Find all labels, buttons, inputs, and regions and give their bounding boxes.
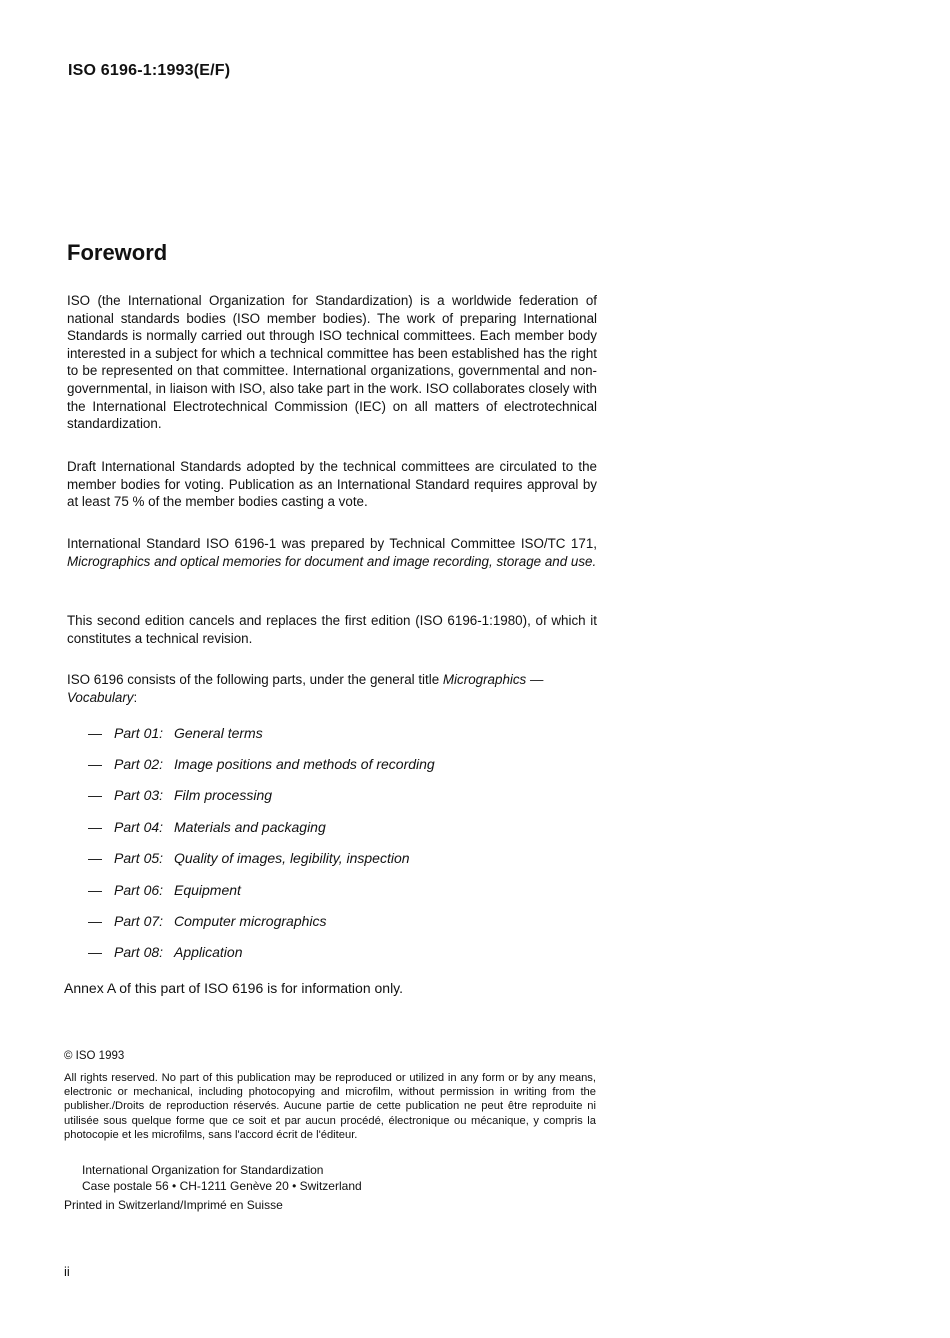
part-number: Part 04: <box>114 818 164 835</box>
publisher-address <box>82 1162 362 1194</box>
list-item <box>88 717 435 748</box>
list-item <box>88 811 435 842</box>
foreword-paragraph-4 <box>67 612 597 647</box>
part-title: Application <box>174 944 243 961</box>
document-id: ISO 6196-1:1993(E/F) <box>68 62 231 79</box>
part-title: Image positions and methods of recording <box>174 756 435 773</box>
list-item <box>88 905 435 936</box>
part-title: Materials and packaging <box>174 818 326 835</box>
postal-address: Case postale 56 • CH-1211 Genève 20 • Switzerland <box>82 1179 362 1193</box>
dash: — <box>88 850 102 867</box>
paragraph-prefix: ISO 6196 consists of the following parts, under the general title <box>67 672 443 687</box>
part-number: Part 02: <box>114 756 164 773</box>
parts-list <box>88 717 435 968</box>
dash: — <box>88 881 102 898</box>
rights-statement: All rights reserved. No part of this publication may be reproduced or utilized in any form or by any means, electronic or mechanical, including photocopying and microfilm, without permission in writing from the publisher./Droits de reproduction réservés. Aucune partie de cette publication ne peut être reproduite ni utilisée sous quelque forme que ce soit et par aucun procédé, électronique ou mécanique, y compris la photocopie et les microfilms, sans l'accord écrit de l'éditeur. <box>64 1072 596 1141</box>
dash: — <box>88 787 102 804</box>
general-title: Micrographics — Vocabulary <box>67 672 544 705</box>
list-item <box>88 780 435 811</box>
list-item <box>88 874 435 905</box>
part-number: Part 07: <box>114 913 164 930</box>
part-number: Part 03: <box>114 787 164 804</box>
paragraph-text: Draft International Standards adopted by the technical committees are circulated to the member bodies for voting. Publication as an International Standard requires approval by at least 75 % of the member bodies casting a vote. <box>67 459 597 510</box>
part-number: Part 01: <box>114 724 164 741</box>
dash: — <box>88 818 102 835</box>
part-title: Computer micrographics <box>174 913 327 930</box>
part-title: Quality of images, legibility, inspection <box>174 850 410 867</box>
part-number: Part 05: <box>114 850 164 867</box>
paragraph-prefix: International Standard ISO 6196-1 was prepared by Technical Committee ISO/TC 171, <box>67 536 597 551</box>
printed-in: Printed in Switzerland/Imprimé en Suisse <box>64 1198 283 1212</box>
part-title: Equipment <box>174 881 241 898</box>
list-item <box>88 748 435 779</box>
part-number: Part 06: <box>114 881 164 898</box>
part-title: General terms <box>174 724 263 741</box>
part-number: Part 08: <box>114 944 164 961</box>
page-title: Foreword <box>67 240 168 265</box>
paragraph-text: ISO (the International Organization for Standardization) is a worldwide federation of national standards bodies (ISO member bodies). The work of preparing International Standards is normally carried out through ISO technical committees. Each member body interested in a subject for which a technical committee has been established has the right to be represented on that committee. International organizations, governmental and non-governmental, in liaison with ISO, also take part in the work. ISO collaborates closely with the International Electrotechnical Commission (IEC) on all matters of electrotechnical standardization. <box>67 293 597 432</box>
committee-title: Micrographics and optical memories for document and image recording, storage and use. <box>67 553 597 569</box>
dash: — <box>88 724 102 741</box>
foreword-paragraph-2 <box>67 458 597 511</box>
paragraph-text: This second edition cancels and replaces the first edition (ISO 6196-1:1980), of which it constitutes a technical revision. <box>67 613 597 646</box>
foreword-paragraph-5 <box>67 671 597 706</box>
annex-note: Annex A of this part of ISO 6196 is for information only. <box>64 980 404 996</box>
paragraph-text <box>67 671 597 706</box>
dash: — <box>88 944 102 961</box>
copyright-notice: © ISO 1993 <box>64 1050 125 1062</box>
dash: — <box>88 913 102 930</box>
dash: — <box>88 756 102 773</box>
foreword-paragraph-3 <box>67 535 597 570</box>
list-item <box>88 843 435 874</box>
organization-name: International Organization for Standardization <box>82 1163 324 1177</box>
paragraph-text <box>67 535 597 570</box>
page-number: ii <box>64 1264 70 1279</box>
list-item <box>88 937 435 968</box>
part-title: Film processing <box>174 787 273 804</box>
paragraph-suffix: : <box>133 689 138 705</box>
foreword-paragraph-1 <box>67 292 597 433</box>
